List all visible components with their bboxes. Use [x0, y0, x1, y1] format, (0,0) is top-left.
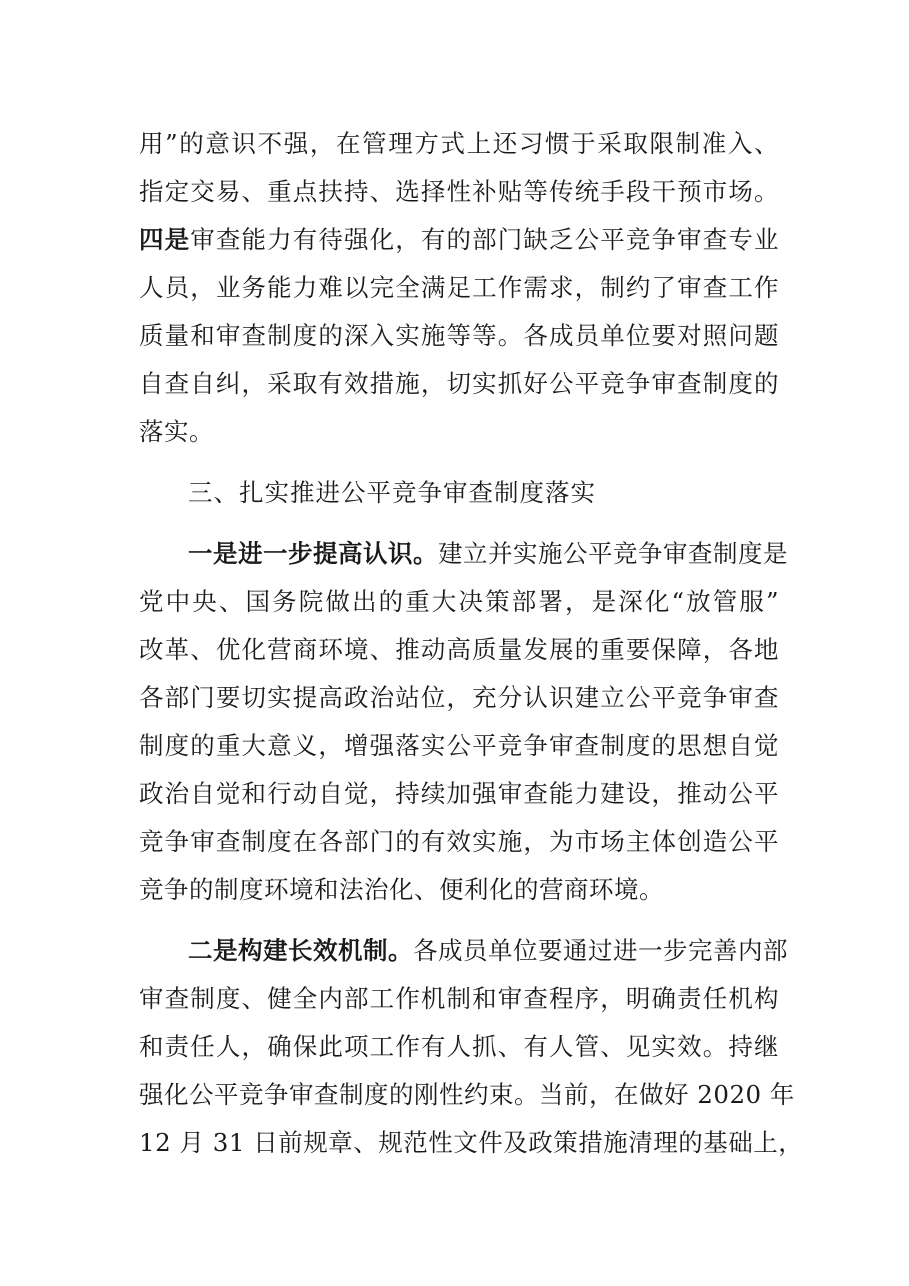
text-line: 制度的重大意义，增强落实公平竞争审查制度的思想自觉 — [139, 731, 779, 760]
bold-lead: 二是构建长效机制。 — [188, 936, 413, 965]
text-line: 指定交易、重点扶持、选择性补贴等传统手段干预市场。 — [139, 177, 779, 206]
text-line: 和责任人，确保此项工作有人抓、有人管、见实效。持继 — [139, 1032, 779, 1061]
text-line: 党中央、国务院做出的重大决策部署，是深化“放管服” — [139, 587, 779, 616]
text-line: 人员，业务能力难以完全满足工作需求，制约了审查工作 — [139, 273, 779, 302]
lead-rest: 建立并实施公平竞争审查制度是 — [438, 539, 788, 568]
text-line: 竞争审查制度在各部门的有效实施，为市场主体创造公平 — [139, 827, 779, 856]
paragraph-3 — [139, 927, 804, 1167]
bold-lead: 一是进一步提高认识。 — [188, 539, 438, 568]
paragraph-2 — [139, 530, 788, 914]
text-line: 自查自纠，采取有效措施，切实抓好公平竞争审查制度的 — [139, 369, 779, 398]
text-line: 12 月 31 日前规章、规范性文件及政策措施清理的基础上， — [139, 1128, 804, 1157]
text-line — [139, 530, 788, 578]
lead-rest: 各成员单位要通过进一步完善内部 — [413, 936, 788, 965]
document-body — [139, 120, 804, 1167]
text-line — [139, 927, 788, 975]
text-line: 各部门要切实提高政治站位，充分认识建立公平竞争审查 — [139, 683, 779, 712]
text-line: 审查制度、健全内部工作机制和审查程序，明确责任机构 — [139, 984, 779, 1013]
text-line: 质量和审查制度的深入实施等等。各成员单位要对照问题 — [139, 321, 779, 350]
paragraph-1 — [139, 120, 779, 456]
text-line: 改革、优化营商环境、推动高质量发展的重要保障，各地 — [139, 635, 779, 664]
text-line: 竞争的制度环境和法治化、便利化的营商环境。 — [139, 875, 664, 904]
text-line: 落实。 — [139, 417, 214, 446]
text-line: 强化公平竞争审查制度的刚性约束。当前，在做好 2020 年 — [139, 1080, 795, 1109]
section-heading: 三、扎实推进公平竞争审查制度落实 — [188, 478, 596, 507]
text-line: 用”的意识不强，在管理方式上还习惯于采取限制准入、 — [139, 129, 779, 158]
bold-lead: 四是 — [139, 225, 191, 254]
text-line: 政治自觉和行动自觉，持续加强审查能力建设，推动公平 — [139, 779, 779, 808]
text-line — [139, 216, 779, 264]
lead-rest: 审查能力有待强化，有的部门缺乏公平竞争审查专业 — [190, 225, 779, 254]
